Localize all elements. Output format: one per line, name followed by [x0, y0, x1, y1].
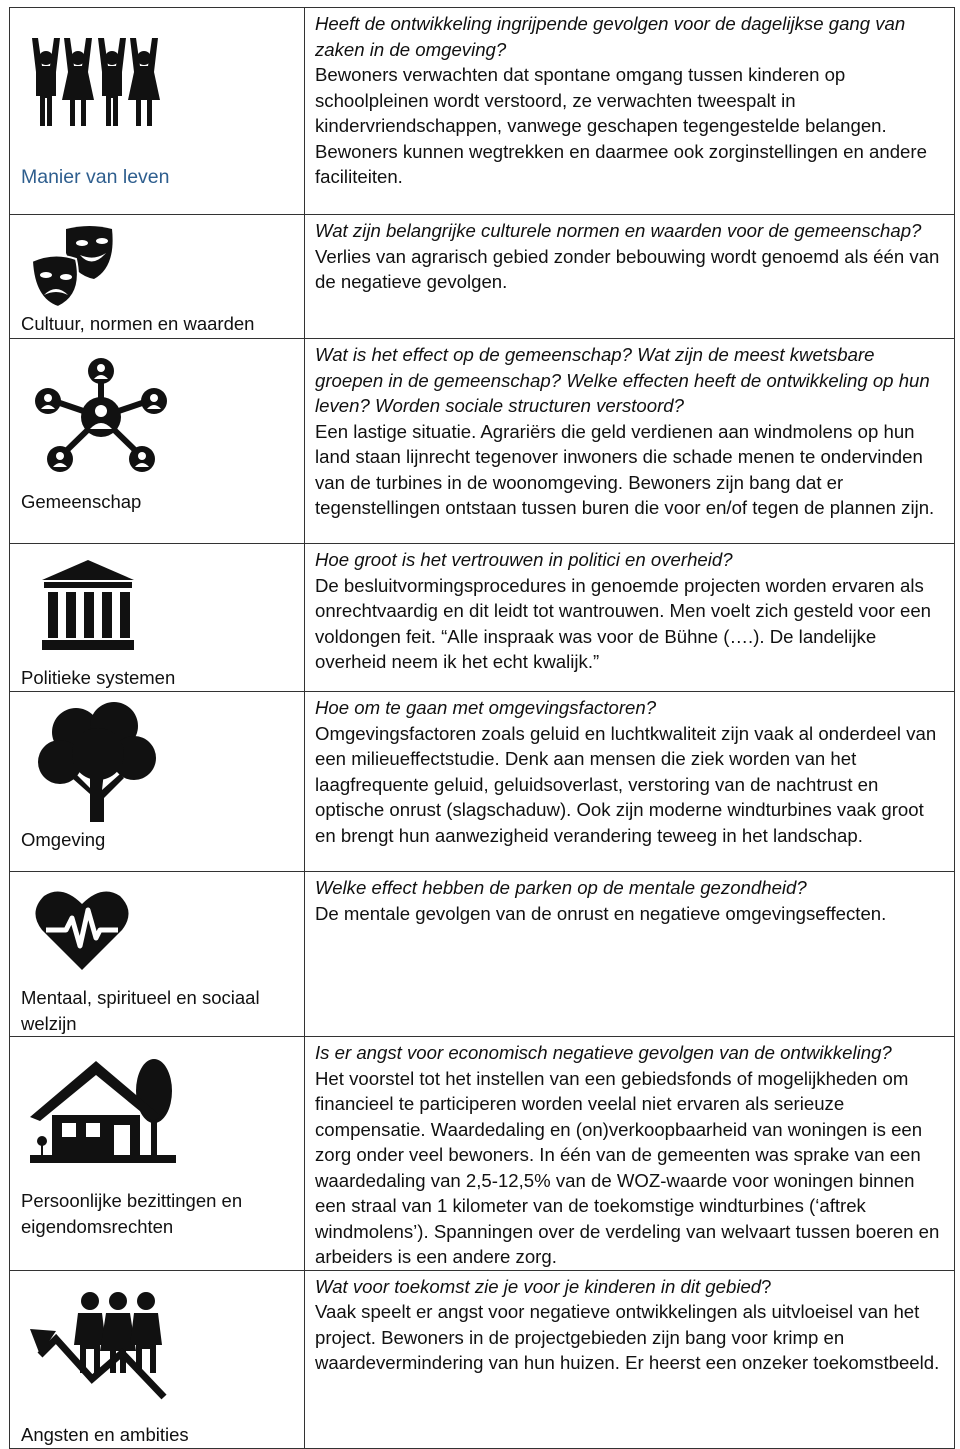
people-with-arrow-icon — [30, 1287, 174, 1405]
category-cell — [10, 692, 305, 872]
answer-text: Het voorstel tot het instellen van een gebiedsfonds of mogelijkheden om financieel te participeren worden veelal niet ervaren als serieuze compensatie. Waardedaling en (on)verkoopbaarheid van woningen is een zorg onder veel bewoners. In één van de gemeenten was sprake van een waardedaling van 2,5-12,5% van de WOZ-waarde voor woningen binnen een straal van 1 kilometer van de toekomstige windturbines (‘aftrek windmolens’). Spanningen over de verdeling van welvaart tussen boeren en arbeiders is een andere zorg. — [315, 1067, 940, 1267]
category-cell — [10, 1037, 305, 1271]
question-text: Hoe groot is het vertrouwen in politici en overheid? — [315, 549, 733, 570]
category-cell — [10, 872, 305, 1037]
content-cell — [305, 544, 955, 692]
social-impact-table — [9, 7, 955, 1449]
answer-text: Bewoners verwachten dat spontane omgang tussen kinderen op schoolpleinen wordt verstoord, ze verwachten tweespalt in kindervriendschappen, vanwege geschapen tegengestelde belangen. Bewoners kunnen wegtrekken en daarmee ook zorginstellingen en andere faciliteiten. — [315, 64, 927, 187]
category-cell — [10, 339, 305, 544]
question-text: Wat is het effect op de gemeenschap? Wat zijn de meest kwetsbare groepen in de gemeenschap? Welke effecten heeft de ontwikkeling op hun leven? Worden sociale structuren verstoord? — [315, 344, 930, 416]
content-cell — [305, 1037, 955, 1271]
table-row — [10, 872, 955, 1037]
category-label: Manier van leven — [21, 166, 170, 188]
content-cell — [305, 339, 955, 544]
table-row — [10, 1037, 955, 1271]
question-text: Wat voor toekomst zie je voor je kinderen in dit gebied? — [315, 1275, 772, 1297]
answer-text: Verlies van agrarisch gebied zonder bebouwing wordt genoemd als één van de negatieve gevolgen. — [315, 245, 940, 292]
content-cell — [305, 692, 955, 872]
category-label: Persoonlijke bezittingen en eigendomsrechten — [21, 1190, 243, 1237]
question-text: Hoe om te gaan met omgevingsfactoren? — [315, 697, 657, 718]
people-holding-hands-icon — [28, 36, 164, 128]
category-cell — [10, 215, 305, 339]
community-network-icon — [32, 357, 170, 475]
theater-masks-icon — [28, 223, 120, 315]
table-row — [10, 692, 955, 872]
table-row — [10, 8, 955, 215]
category-cell — [10, 1270, 305, 1448]
answer-text: Vaak speelt er angst voor negatieve ontwikkelingen als uitvloeisel van het project. Bewoners in de projectgebieden zijn bang voor krimp en waardevermindering van hun huizen. Er heerst een onzeker toekomstbeeld. — [315, 1301, 940, 1373]
question-text: Heeft de ontwikkeling ingrijpende gevolgen voor de dagelijkse gang van zaken in de omgeving? — [315, 13, 906, 60]
table-row — [10, 544, 955, 692]
category-label: Omgeving — [21, 829, 106, 850]
category-cell — [10, 8, 305, 215]
tree-icon — [36, 702, 158, 824]
house-with-tree-icon — [30, 1055, 176, 1165]
question-text: Welke effect hebben de parken op de mentale gezondheid? — [315, 877, 807, 898]
table-row — [10, 1270, 955, 1448]
question-text: Is er angst voor economisch negatieve gevolgen van de ontwikkeling? — [315, 1042, 892, 1063]
answer-text: Omgevingsfactoren zoals geluid en luchtkwaliteit zijn vaak al onderdeel van een milieueffectstudie. Denk aan mensen die ziek worden van het laagfrequente geluid, geluidsoverlast, verstoring van de nachtrust en optische onrust (slagschaduw). Ook zijn moderne windturbines vaak groot en brengt hun aanwezigheid verandering teweeg in het landschap. — [315, 722, 937, 846]
category-label: Cultuur, normen en waarden — [21, 313, 255, 334]
category-cell — [10, 544, 305, 692]
heart-pulse-icon — [34, 888, 130, 972]
category-label: Gemeenschap — [21, 491, 142, 512]
content-cell — [305, 872, 955, 1037]
government-building-icon — [38, 560, 138, 652]
category-label: Politieke systemen — [21, 667, 176, 688]
answer-text: De mentale gevolgen van de onrust en negatieve omgevingseffecten. — [315, 902, 887, 924]
table-row — [10, 215, 955, 339]
table-row — [10, 339, 955, 544]
content-cell — [305, 1270, 955, 1448]
answer-text: Een lastige situatie. Agrariërs die geld verdienen aan windmolens op hun land staan lijnrecht tegenover inwoners die schade menen te ondervinden van de turbines in de woonomgeving. Bewoners zijn bang dat er tegenstellingen ontstaan tussen buren die voor en/of tegen de plannen zijn. — [315, 420, 935, 518]
category-label: Angsten en ambities — [21, 1423, 189, 1445]
content-cell — [305, 8, 955, 215]
category-label: Mentaal, spiritueel en sociaal welzijn — [21, 987, 260, 1034]
question-text: Wat zijn belangrijke culturele normen en waarden voor de gemeenschap? — [315, 220, 922, 241]
content-cell — [305, 215, 955, 339]
answer-text: De besluitvormingsprocedures in genoemde projecten worden ervaren als onrechtvaardig en dit leidt tot wantrouwen. Men voelt zich gesteld voor een voldongen feit. “Alle inspraak was voor de Bühne (….). De landelijke overheid neem ik het echt kwalijk.” — [315, 574, 932, 672]
